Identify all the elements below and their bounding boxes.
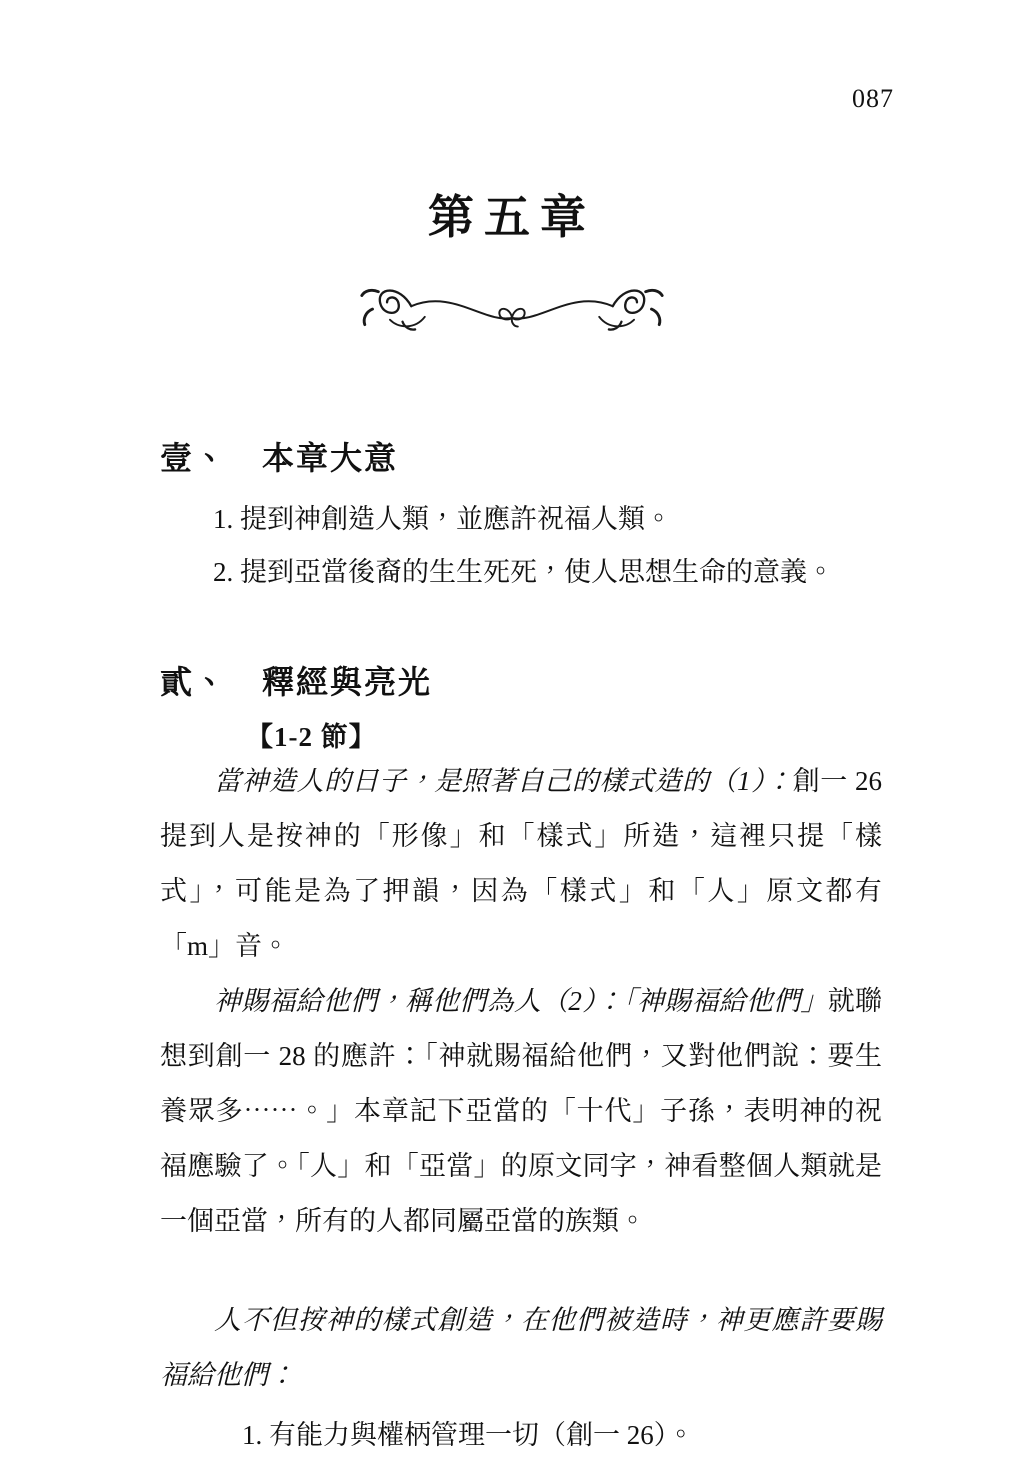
paragraph-body: 就聯想到創一 28 的應許：「神就賜福給他們，又對他們說：要生養眾多⋯⋯。」本章記下亞當的「十代」子孫，表明神的祝福應驗了。「人」和「亞當」的原文同字，神看整個人類就是一個亞當，所有的人都同屬亞當的族類。: [160, 986, 883, 1237]
chapter-title: 第五章: [428, 192, 596, 243]
paragraph-lead: 神賜福給他們，稱他們為人（2）：「神賜福給他們」: [214, 986, 828, 1017]
page-number: 087: [852, 84, 894, 113]
flourish-divider-icon: [357, 277, 667, 347]
verse-range-label: 【1-2 節】: [246, 722, 377, 753]
list-item: 1. 有能力與權柄管理一切（創一 26）。: [242, 1420, 695, 1451]
paragraph-body: 創一 26 提到人是按神的「形像」和「樣式」所造，這裡只提「樣式」，可能是為了押韻，因為「樣式」和「人」原文都有「m」音。: [160, 766, 883, 962]
list-item: 1. 提到神創造人類，並應許祝福人類。: [213, 504, 672, 535]
paragraph: [160, 754, 882, 974]
paragraph: [160, 1293, 882, 1403]
overview-list: [160, 493, 882, 599]
paragraph-lead: 當神造人的日子，是照著自己的樣式造的（1）：: [214, 766, 793, 797]
blessing-list: [160, 1409, 882, 1462]
section-heading-overview: 壹、 本章大意: [160, 440, 399, 477]
paragraph: [160, 974, 882, 1249]
section-heading-exposition: 貳、 釋經與亮光: [160, 664, 433, 701]
page-content: [160, 433, 882, 1462]
list-item: 2. 提到亞當後裔的生生死死，使人思想生命的意義。: [213, 557, 834, 588]
paragraph-lead: 人不但按神的樣式創造，在他們被造時，神更應許要賜福給他們：: [160, 1305, 882, 1391]
